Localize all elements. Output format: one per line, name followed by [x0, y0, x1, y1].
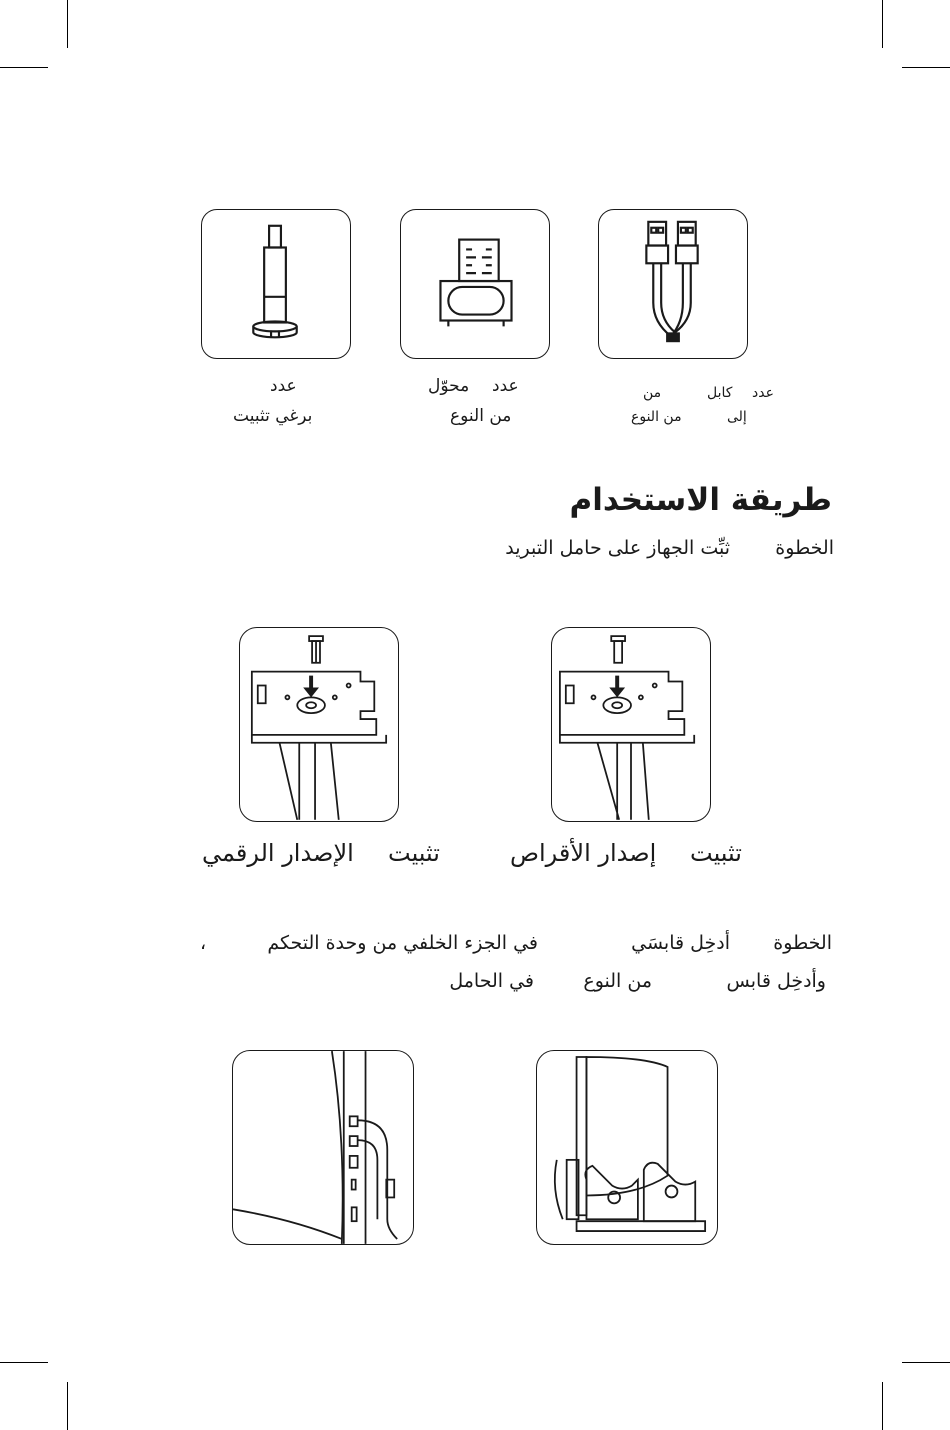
step2-label: الخطوة: [773, 932, 832, 954]
cable-name-label: كابل: [707, 385, 733, 401]
adapter-type-label: من النوع: [450, 406, 512, 426]
adapter-illustration: [400, 209, 550, 359]
crop-mark: [0, 67, 48, 68]
step1-text: ثبِّت الجهاز على حامل التبريد: [505, 537, 730, 559]
charging-stand-icon: [537, 1051, 717, 1244]
step2-text-a: أدخِل قابسَي: [631, 932, 730, 954]
disc-install-label: تثبيت: [690, 839, 742, 867]
adapter-count-label: عدد: [492, 376, 519, 396]
console-back-icon: [233, 1051, 413, 1244]
cable-count-label: عدد: [752, 385, 774, 401]
crop-mark: [67, 0, 68, 48]
disc-install-illustration: [551, 627, 711, 822]
crop-mark: [902, 1362, 950, 1363]
digital-edition-caption: الإصدار الرقمي: [202, 839, 354, 867]
screw-illustration: [201, 209, 351, 359]
step2-line2-c: في الحامل: [449, 970, 534, 992]
digital-install-label: تثبيت: [388, 839, 440, 867]
usb-adapter-icon: [401, 210, 549, 358]
stand-mount-icon: [552, 628, 710, 821]
crop-mark: [0, 1362, 48, 1363]
screw-icon: [202, 210, 350, 358]
cable-to-label: إلى: [727, 409, 747, 425]
console-cable-illustration: [232, 1050, 414, 1245]
disc-edition-caption: إصدار الأقراص: [510, 839, 657, 867]
step2-line2-b: من النوع: [583, 970, 652, 992]
charging-stand-illustration: [536, 1050, 718, 1245]
cable-illustration: [598, 209, 748, 359]
stand-mount-icon: [240, 628, 398, 821]
step1-label: الخطوة: [775, 537, 834, 559]
screw-count-label: عدد: [270, 376, 297, 396]
screw-name-label: برغي تثبيت: [233, 406, 313, 426]
crop-mark: [882, 0, 883, 48]
adapter-name-label: محوّل: [428, 376, 470, 396]
usb-cable-icon: [599, 210, 747, 358]
usage-title: طريقة الاستخدام: [569, 482, 832, 518]
crop-mark: [67, 1382, 68, 1430]
crop-mark: [882, 1382, 883, 1430]
digital-install-illustration: [239, 627, 399, 822]
cable-from-label: من: [643, 385, 662, 401]
cable-type-label: من النوع: [631, 409, 682, 425]
step2-comma: ،: [200, 932, 207, 954]
crop-mark: [902, 67, 950, 68]
step2-text-b: في الجزء الخلفي من وحدة التحكم: [267, 932, 538, 954]
step2-line2-a: وأدخِل قابس: [726, 970, 826, 992]
